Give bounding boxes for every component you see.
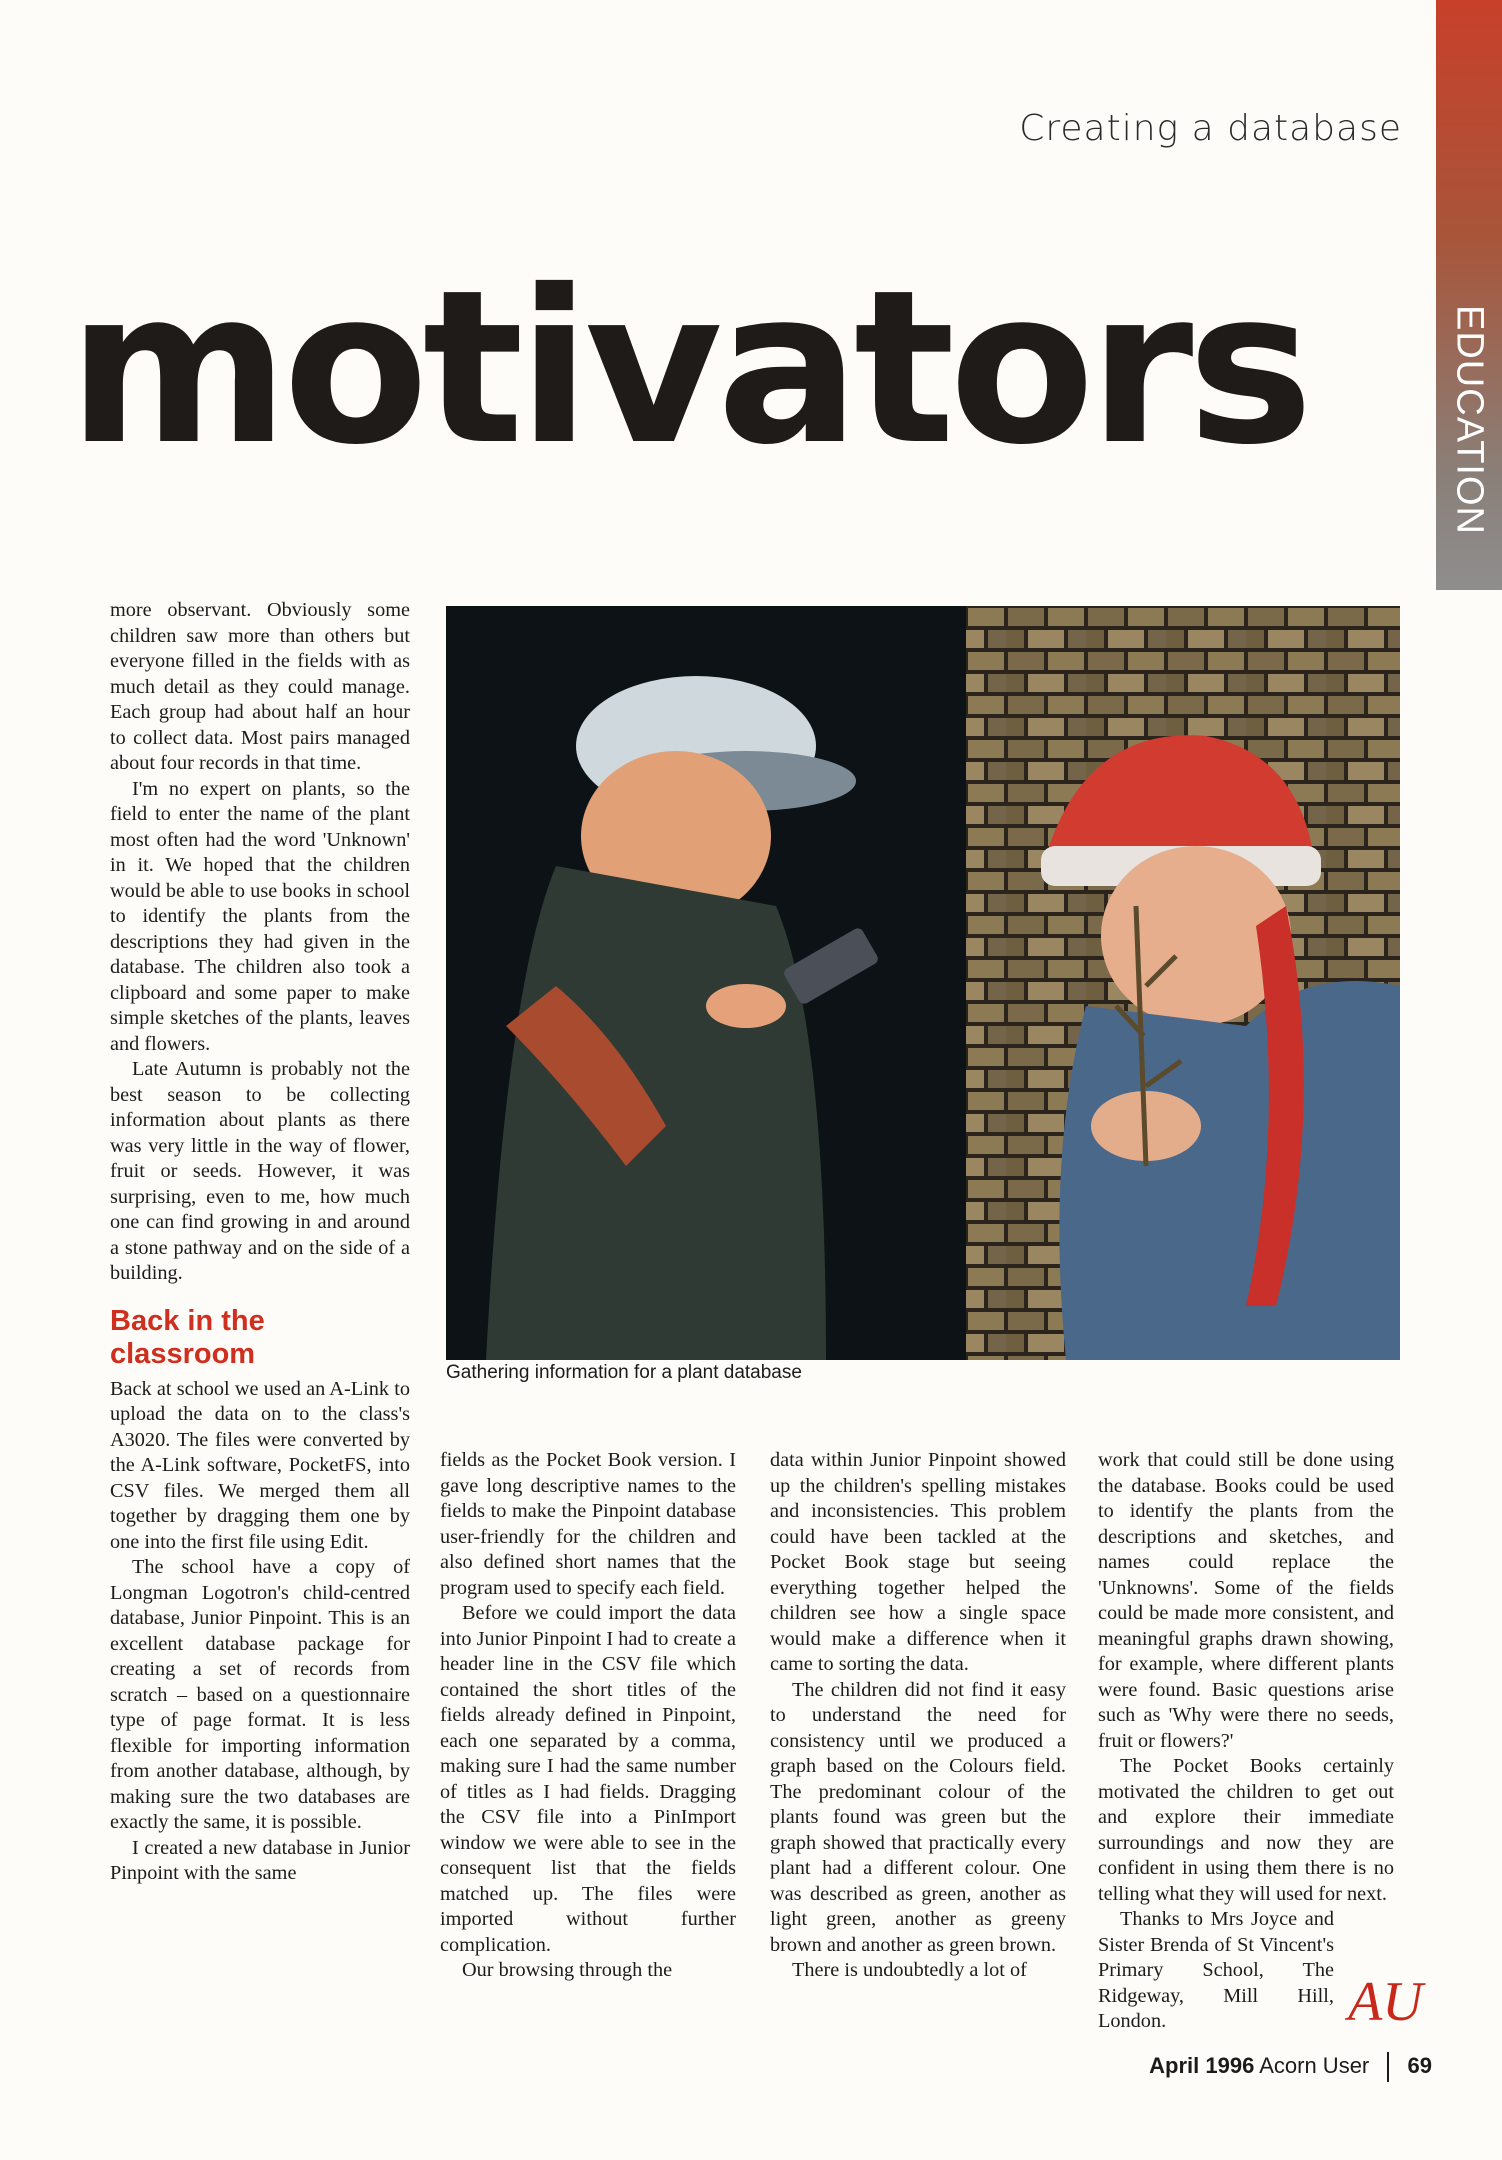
education-section-tab (1436, 0, 1502, 590)
col4-paragraph: Thanks to Mrs Joyce and Sister Brenda of St Vincent's Primary School, The Ridgeway, Mill Hill, London. (1098, 1908, 1334, 2032)
col1-paragraph: Back at school we used an A-Link to upload the data on to the class's A3020. The files were converted by the A-Link software, PocketFS, into CSV files. We merged them all together by dragging them one by one into the first file using Edit. (110, 1377, 410, 1553)
acorn-user-logo: AU (1348, 1971, 1423, 2033)
issue-date: April 1996 (1149, 2052, 1255, 2078)
photo-caption: Gathering information for a plant database (446, 1362, 802, 1383)
col1-paragraph: Late Autumn is probably not the best season to be collecting information about plants as there was very little in the way of flower, fruit or seeds. However, it was surprising, even to me, how much one can find growing in and around a stone pathway and on the side of a building. (110, 1058, 410, 1284)
col2-paragraph: Our browsing through the (462, 1959, 673, 1981)
article-photo (446, 606, 1400, 1360)
section-title: Creating a database (1019, 108, 1402, 149)
column-4 (1098, 1448, 1394, 2035)
col1-paragraph: I created a new database in Junior Pinpoint with the same (110, 1836, 410, 1884)
col3-paragraph: There is undoubtedly a lot of (792, 1959, 1027, 1981)
footer-divider (1387, 2052, 1389, 2082)
col2-paragraph: fields as the Pocket Book version. I gave long descriptive names to the fields to make the Pinpoint database user-friendly for the children and also defined short names that the program used to specify each field. (440, 1449, 736, 1599)
col3-paragraph: data within Junior Pinpoint showed up the children's spelling mistakes and inconsistencies. This problem could have been tackled at the Pocket Book stage but seeing everything together helped the children see how a single space would make a difference when it came to sorting the data. (770, 1449, 1066, 1675)
column-1 (110, 598, 410, 1887)
children-with-pocket-books-illustration (446, 606, 1400, 1360)
col1-paragraph: I'm no expert on plants, so the field to enter the name of the plant most often had the word 'Unknown' in it. We hoped that the children would be able to use books in school to identify the plants from the descriptions they had given in the database. The children also took a clipboard and some paper to make simple sketches of the plants, leaves and flowers. (110, 777, 410, 1055)
col1-paragraph: more observant. Obviously some children saw more than others but everyone filled in the fields with as much detail as they could manage. Each group had about half an hour to collect data. Most pairs managed about four records in that time. (110, 599, 410, 774)
magazine-name: Acorn User (1259, 2052, 1370, 2078)
column-2 (440, 1448, 736, 1984)
col3-paragraph: The children did not find it easy to understand the need for consistency until we produced a graph based on the Colours field. The predominant colour of the plants found was green but the graph showed that practically every plant had a different colour. One was described as green, another as light green, another as greeny brown and another as green brown. (770, 1678, 1066, 1956)
col4-paragraph: work that could still be done using the database. Books could be used to identify the plants from the descriptions and sketches, and names could replace the 'Unknowns'. Some of the fields could be made more consistent, and meaningful graphs drawn showing, for example, where different plants were found. Basic questions arise such as 'Why were there no seeds, fruit or flowers?' (1098, 1449, 1394, 1752)
education-tab-label: EDUCATION (1448, 305, 1491, 535)
page-number: 69 (1407, 2052, 1432, 2078)
article-headline: motivators (68, 244, 1308, 491)
column-3 (770, 1448, 1066, 1984)
page-footer (1149, 2052, 1432, 2082)
subhead-back-in-classroom: Back in the classroom (110, 1304, 265, 1370)
col1-paragraph: The school have a copy of Longman Logotron's child-centred database, Junior Pinpoint. This is an excellent database package for creating a set of records from scratch – based on a questionnaire type of page format. It is less flexible for importing information from another database, although, by making sure the two databases are exactly the same, it is possible. (110, 1556, 410, 1833)
col2-paragraph: Before we could import the data into Junior Pinpoint I had to create a header line in the CSV file which contained the short titles of the fields already defined in Pinpoint, each one separated by a comma, making sure I had the same number of titles as I had fields. Dragging the CSV file into a PinImport window we were able to see in the consequent list that the fields matched up. The files were imported without further complication. (440, 1602, 736, 1956)
col4-paragraph: The Pocket Books certainly motivated the children to get out and explore their immediate surroundings and now they are confident in using them there is no telling what they will used for next. (1098, 1755, 1394, 1905)
